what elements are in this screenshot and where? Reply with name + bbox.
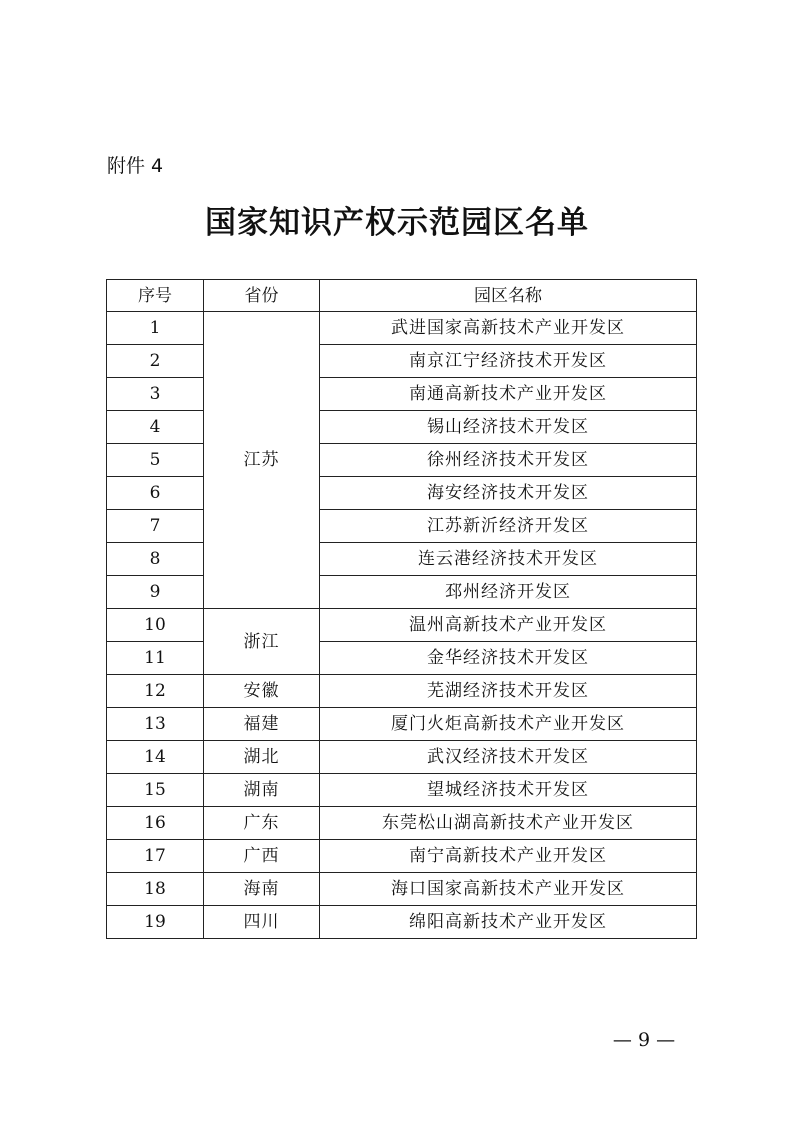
serial-number-cell: 14 (107, 741, 204, 774)
park-name-cell: 南通高新技术产业开发区 (320, 378, 697, 411)
province-cell: 四川 (204, 906, 320, 939)
table-row (107, 477, 697, 510)
province-cell: 湖南 (204, 774, 320, 807)
table-row (107, 840, 697, 873)
table-row (107, 741, 697, 774)
header-province: 省份 (204, 280, 320, 312)
serial-number-cell: 9 (107, 576, 204, 609)
serial-number-cell: 11 (107, 642, 204, 675)
serial-number-cell: 15 (107, 774, 204, 807)
table-row (107, 576, 697, 609)
serial-number-cell: 6 (107, 477, 204, 510)
table-row (107, 675, 697, 708)
serial-number-cell: 17 (107, 840, 204, 873)
province-cell: 湖北 (204, 741, 320, 774)
serial-number-cell: 2 (107, 345, 204, 378)
province-cell: 浙江 (204, 609, 320, 675)
province-cell: 海南 (204, 873, 320, 906)
serial-number-cell: 8 (107, 543, 204, 576)
table-row (107, 411, 697, 444)
table-row (107, 906, 697, 939)
park-name-cell: 东莞松山湖高新技术产业开发区 (320, 807, 697, 840)
serial-number-cell: 1 (107, 312, 204, 345)
park-name-cell: 金华经济技术开发区 (320, 642, 697, 675)
park-name-cell: 锡山经济技术开发区 (320, 411, 697, 444)
park-name-cell: 望城经济技术开发区 (320, 774, 697, 807)
document-title: 国家知识产权示范园区名单 (205, 205, 589, 241)
table-row (107, 345, 697, 378)
serial-number-cell: 19 (107, 906, 204, 939)
table-row (107, 642, 697, 675)
table-row (107, 510, 697, 543)
park-name-cell: 芜湖经济技术开发区 (320, 675, 697, 708)
serial-number-cell: 10 (107, 609, 204, 642)
page-number: — 9 — (612, 1029, 676, 1051)
header-park-name: 园区名称 (320, 280, 697, 312)
park-name-cell: 温州高新技术产业开发区 (320, 609, 697, 642)
park-name-cell: 海安经济技术开发区 (320, 477, 697, 510)
table-row (107, 873, 697, 906)
province-cell: 江苏 (204, 312, 320, 609)
province-cell: 安徽 (204, 675, 320, 708)
table-row (107, 543, 697, 576)
header-serial-number: 序号 (107, 280, 204, 312)
serial-number-cell: 16 (107, 807, 204, 840)
serial-number-cell: 7 (107, 510, 204, 543)
park-list-table (106, 279, 697, 939)
park-name-cell: 连云港经济技术开发区 (320, 543, 697, 576)
table-row (107, 708, 697, 741)
serial-number-cell: 12 (107, 675, 204, 708)
table-row (107, 609, 697, 642)
serial-number-cell: 18 (107, 873, 204, 906)
table-row (107, 444, 697, 477)
province-cell: 广西 (204, 840, 320, 873)
park-name-cell: 武汉经济技术开发区 (320, 741, 697, 774)
park-name-cell: 邳州经济开发区 (320, 576, 697, 609)
park-name-cell: 江苏新沂经济开发区 (320, 510, 697, 543)
serial-number-cell: 4 (107, 411, 204, 444)
serial-number-cell: 3 (107, 378, 204, 411)
park-name-cell: 绵阳高新技术产业开发区 (320, 906, 697, 939)
table-header-row (107, 280, 697, 312)
table-row (107, 312, 697, 345)
table-body (107, 312, 697, 939)
attachment-label: 附件 4 (107, 155, 164, 177)
table-row (107, 807, 697, 840)
table-row (107, 774, 697, 807)
park-name-cell: 南京江宁经济技术开发区 (320, 345, 697, 378)
province-cell: 福建 (204, 708, 320, 741)
park-name-cell: 南宁高新技术产业开发区 (320, 840, 697, 873)
park-name-cell: 厦门火炬高新技术产业开发区 (320, 708, 697, 741)
province-cell: 广东 (204, 807, 320, 840)
table-row (107, 378, 697, 411)
serial-number-cell: 13 (107, 708, 204, 741)
park-name-cell: 徐州经济技术开发区 (320, 444, 697, 477)
park-name-cell: 武进国家高新技术产业开发区 (320, 312, 697, 345)
serial-number-cell: 5 (107, 444, 204, 477)
park-name-cell: 海口国家高新技术产业开发区 (320, 873, 697, 906)
